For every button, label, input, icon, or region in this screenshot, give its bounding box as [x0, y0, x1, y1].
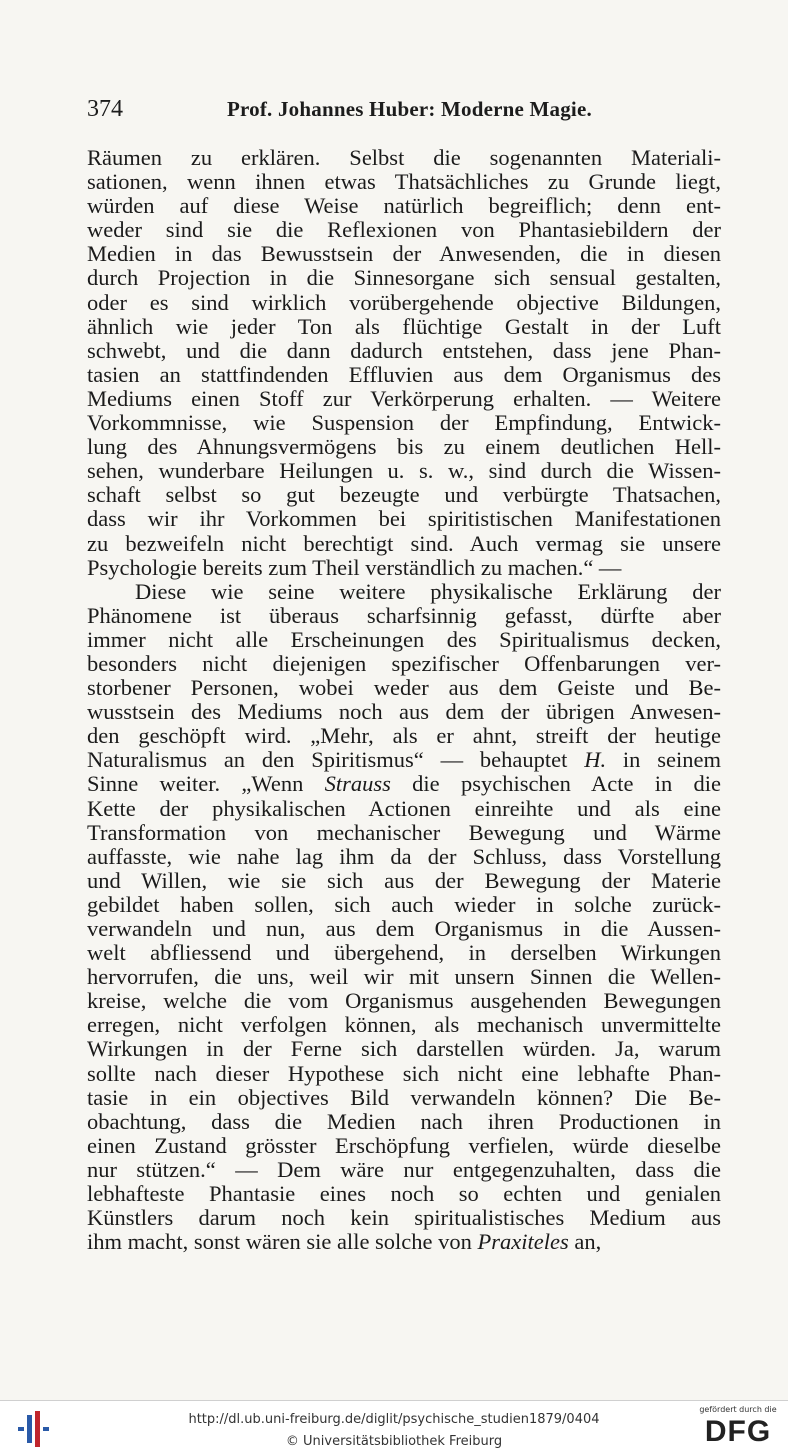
line-text: in seinem	[606, 747, 722, 773]
line-text: lung des Ahnungsvermögens bis zu einem deutlichen Hell-	[87, 434, 721, 460]
line-text: gebildet haben sollen, sich auch wieder in solche zurück-	[87, 891, 721, 917]
line-text: Wirkungen in der Ferne sich darstellen würden. Ja, warum	[87, 1036, 721, 1062]
line-text: kreise, welche die vom Organismus ausgehenden Bewegungen	[87, 988, 721, 1014]
line-text: Mediums einen Stoff zur Verkörperung erhalten. — Weitere	[87, 385, 721, 411]
text-line	[87, 628, 721, 652]
text-line	[87, 965, 721, 989]
line-text: tasie in ein objectives Bild verwandeln können? Die Be-	[87, 1084, 721, 1110]
line-text: Räumen zu erklären. Selbst die sogenannten Materiali-	[87, 145, 721, 170]
line-text: hervorrufen, die uns, weil wir mit unsern Sinnen die Wellen-	[87, 964, 721, 990]
text-line	[87, 869, 721, 893]
line-text: Sinne weiter. „Wenn	[87, 771, 325, 797]
text-line	[87, 1230, 721, 1254]
line-text: nur stützen.“ — Dem wäre nur entgegenzuhalten, dass die	[87, 1156, 721, 1182]
text-line	[87, 507, 721, 531]
text-line	[87, 532, 721, 556]
line-text: erregen, nicht verfolgen können, als mechanisch unvermittelte	[87, 1012, 721, 1038]
dfg-logo-icon	[696, 1405, 780, 1451]
text-line	[87, 556, 721, 580]
line-text: und Willen, wie sie sich aus der Bewegung der Materie	[87, 867, 721, 893]
text-line	[87, 917, 721, 941]
line-text: Psychologie bereits zum Theil verständlich zu machen.“ —	[87, 554, 622, 580]
text-line	[87, 291, 721, 315]
line-text: wusstsein des Mediums noch aus dem der übrigen Anwesen-	[87, 699, 721, 725]
text-line	[87, 845, 721, 869]
text-line	[87, 772, 721, 796]
text-line	[87, 363, 721, 387]
text-line	[87, 797, 721, 821]
text-line	[87, 242, 721, 266]
text-line	[87, 459, 721, 483]
line-text: besonders nicht diejenigen spezifischer Offenbarungen ver-	[87, 650, 721, 676]
line-text: auffasste, wie nahe lag ihm da der Schluss, dass Vorstellung	[87, 843, 721, 869]
text-line	[87, 821, 721, 845]
text-line	[87, 170, 721, 194]
text-line	[87, 652, 721, 676]
text-line	[87, 1110, 721, 1134]
line-text: schwebt, und die dann dadurch entstehen, dass jene Phan-	[87, 337, 721, 363]
text-line	[87, 1158, 721, 1182]
line-text: Kette der physikalischen Actionen einreihte und als eine	[87, 795, 721, 821]
line-text: lebhafteste Phantasie eines noch so echten und genialen	[87, 1181, 721, 1207]
page-number: 374	[87, 96, 123, 122]
text-line	[87, 989, 721, 1013]
text-line	[87, 1013, 721, 1037]
source-url[interactable]: http://dl.ub.uni-freiburg.de/diglit/psychische_studien1879/0404	[188, 1412, 600, 1427]
line-text: sehen, wunderbare Heilungen u. s. w., sind durch die Wissen-	[87, 458, 721, 484]
line-text: Künstlers darum noch kein spiritualistisches Medium aus	[87, 1205, 721, 1231]
line-text: Medien in das Bewusstsein der Anwesenden, die in diesen	[87, 241, 721, 267]
line-text: den geschöpft wird. „Mehr, als er ahnt, streift der heutige	[87, 723, 721, 749]
text-line	[87, 1182, 721, 1206]
text-line	[87, 194, 721, 218]
line-text: tasien an stattfindenden Effluvien aus dem Organismus des	[87, 361, 721, 387]
line-text: ihm macht, sonst wären sie alle solche von	[87, 1229, 478, 1255]
text-line	[87, 1086, 721, 1110]
line-text: obachtung, dass die Medien nach ihren Productionen in	[87, 1108, 721, 1134]
line-text: verwandeln und nun, aus dem Organismus in die Aussen-	[87, 916, 721, 941]
text-line	[87, 411, 721, 435]
line-text: sollte nach dieser Hypothese sich nicht eine lebhafte Phan-	[87, 1060, 721, 1086]
line-text: zu bezweifeln nicht berechtigt sind. Auch vermag sie unsere	[87, 530, 721, 556]
footer	[0, 1400, 788, 1455]
copyright-notice: © Universitätsbibliothek Freiburg	[285, 1434, 503, 1449]
line-text: welt abfliessend und übergehend, in derselben Wirkungen	[87, 940, 721, 966]
text-line	[87, 604, 721, 628]
text-line	[87, 941, 721, 965]
text-line	[87, 1037, 721, 1061]
line-text: Transformation von mechanischer Bewegung und Wärme	[87, 819, 721, 845]
text-line	[87, 893, 721, 917]
text-line	[87, 315, 721, 339]
line-text: an,	[568, 1229, 602, 1255]
line-text: dass wir ihr Vorkommen bei spiritistischen Manifestationen	[87, 506, 721, 532]
line-text: einen Zustand grösster Erschöpfung verfielen, würde dieselbe	[87, 1132, 721, 1158]
text-line	[87, 676, 721, 700]
line-text: schaft selbst so gut bezeugte und verbürgte Thatsachen,	[87, 482, 721, 508]
text-line	[87, 146, 721, 170]
line-text: Naturalismus an den Spiritismus“ — behauptet	[87, 747, 585, 773]
line-text: ähnlich wie jeder Ton als flüchtige Gestalt in der Luft	[87, 313, 721, 339]
running-head	[87, 96, 721, 126]
text-line	[87, 1206, 721, 1230]
line-text: durch Projection in die Sinnesorgane sich sensual gestalten,	[87, 265, 721, 291]
line-text: storbener Personen, wobei weder aus dem Geiste und Be-	[87, 675, 721, 701]
text-line	[87, 1062, 721, 1086]
text-line	[87, 700, 721, 724]
dfg-text: DFG	[704, 1415, 772, 1448]
body-text	[87, 146, 721, 1254]
italic-name: Praxiteles	[477, 1229, 569, 1255]
line-text: weder sind sie die Reflexionen von Phantasiebildern der	[87, 217, 721, 243]
text-line	[87, 266, 721, 290]
text-line	[87, 1134, 721, 1158]
dfg-caption: gefördert durch die	[699, 1405, 777, 1414]
text-line	[87, 724, 721, 748]
text-line	[87, 748, 721, 772]
line-text: sationen, wenn ihnen etwas Thatsächliches zu Grunde liegt,	[87, 169, 721, 195]
line-text: immer nicht alle Erscheinungen des Spiritualismus decken,	[87, 626, 721, 652]
italic-name: H.	[584, 747, 607, 773]
line-text: Vorkommnisse, wie Suspension der Empfindung, Entwick-	[87, 410, 721, 436]
line-text: Diese wie seine weitere physikalische Erklärung der	[135, 578, 721, 604]
line-text: oder es sind wirklich vorübergehende objective Bildungen,	[87, 289, 721, 315]
italic-name: Strauss	[324, 771, 391, 797]
text-line	[87, 339, 721, 363]
text-line	[87, 387, 721, 411]
line-text: die psychischen Acte in die	[390, 771, 721, 797]
text-line	[87, 435, 721, 459]
text-line	[87, 580, 721, 604]
text-line	[87, 483, 721, 507]
running-title: Prof. Johannes Huber: Moderne Magie.	[227, 97, 592, 121]
line-text: Phänomene ist überaus scharfsinnig gefasst, dürfte aber	[87, 602, 721, 628]
line-text: würden auf diese Weise natürlich begreiflich; denn ent-	[87, 193, 721, 219]
text-line	[87, 218, 721, 242]
